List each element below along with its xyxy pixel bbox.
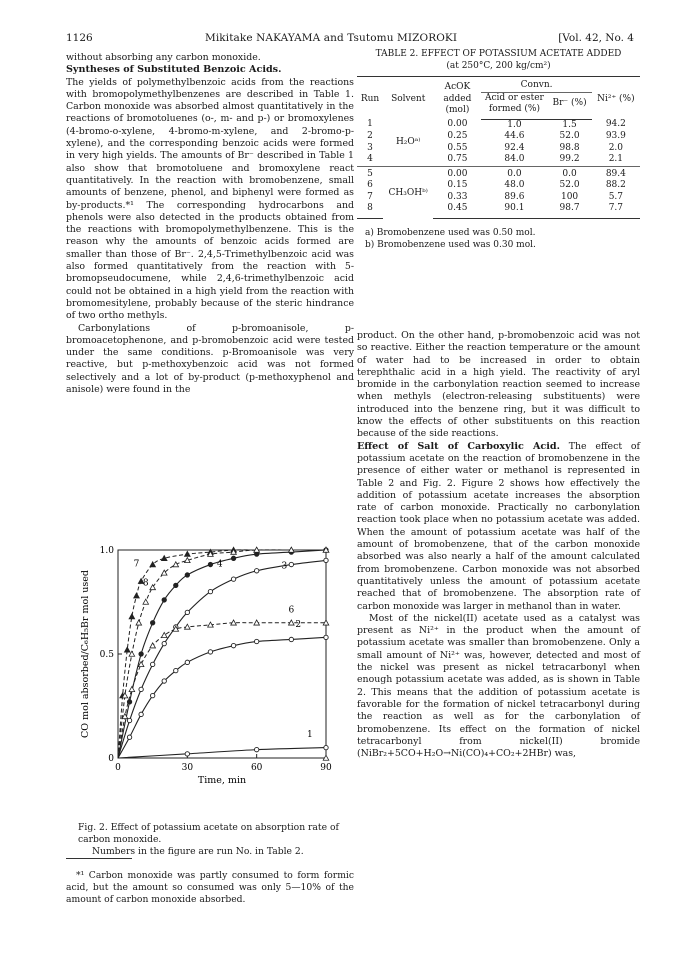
- paragraph-body: The effect of potassium acetate on the reaction of bromobenzene in the presence of either water or methanol is represented in Table 2 and Fig. 2. Figure 2 shows how effectively the addition of potassium acetate increases the absorption rate of carbon monoxide. Practically no carbonylation reaction took place when no potassium acetate was added. When the amount of potassium acetate was half of the amount of bromobenzene, that of the carbon monoxide absorbed was also nearly a half of the amount calculated from bromobenzene. Carbon monoxide was not absorbed quantitatively unless the amount of potassium acetate reached that of bromobenzene. The absorption rate of carbon monoxide was larger in methanol than in water.: [357, 440, 640, 612]
- series-7-point: [124, 647, 130, 652]
- series-2-point: [254, 639, 258, 643]
- series-8-point: [150, 585, 156, 590]
- cell-ni: 89.4: [592, 166, 640, 180]
- series-1-point: [185, 752, 189, 756]
- left-column: [66, 52, 354, 396]
- cell-acid: 89.6: [504, 191, 525, 202]
- cell-run: 5: [357, 166, 383, 180]
- series-6-point: [185, 624, 191, 629]
- x-tick-label: 30: [181, 763, 194, 773]
- series-4-point: [139, 652, 143, 656]
- series-1-point: [324, 745, 328, 749]
- col-header-run: Run: [357, 77, 383, 120]
- running-head-authors: Mikitake NAKAYAMA and Tsutomu MIZOROKI: [205, 32, 458, 44]
- cell-ni: 93.9: [605, 131, 626, 141]
- series-4-point: [185, 573, 189, 577]
- series-1-line: [118, 748, 326, 758]
- cell-acok: 0.75: [447, 154, 468, 164]
- table-row: [357, 119, 640, 131]
- x-axis-label: Time, min: [197, 775, 247, 786]
- series-7-line: [118, 550, 326, 758]
- run-number-label: 1: [306, 730, 313, 741]
- series-8-line: [118, 550, 326, 758]
- series-2-point: [231, 643, 235, 647]
- cell-run: 3: [367, 142, 373, 153]
- series-2-point: [324, 635, 328, 639]
- table-body: [357, 119, 640, 218]
- y-tick-label: 1.0: [99, 546, 114, 556]
- run-number-label: 3: [281, 561, 288, 572]
- series-2-point: [150, 693, 154, 697]
- figure-caption-title: Fig. 2. Effect of potassium acetate on absorption rate of carbon monoxide.: [78, 822, 339, 845]
- y-tick-label: 0.5: [99, 650, 114, 660]
- cell-acok: 0.55: [447, 142, 468, 153]
- cell-acid: 48.0: [504, 180, 525, 190]
- col-header-ni: Ni²⁺ (%): [592, 77, 640, 120]
- paragraph: Most of the nickel(II) acetate used as a catalyst was present as Ni²⁺ in the product when the amount of potassium acetate was smaller than bromobenzene. Only a small amount of Ni²⁺ was, however, detected and most of the nickel was present as nickel tetracarbonyl when enough potassium acetate was added, as is shown in Table 2. This means that the addition of potassium acetate is favorable for the formation of nickel tetracarbonyl during the reaction as well as for the carbonylation of bromobenzene. Its effect on the formation of nickel tetracarbonyl from nickel(II) bromide (NiBr₂+5CO+H₂O→Ni(CO)₄+CO₂+2HBr) was,: [357, 612, 640, 760]
- cell-acid: 84.0: [504, 154, 525, 164]
- series-3-line: [118, 560, 326, 758]
- run-number-label: 8: [142, 578, 149, 589]
- series-3-point: [185, 610, 189, 614]
- series-8-point: [143, 599, 149, 604]
- figure-caption: [78, 822, 350, 858]
- x-tick-label: 0: [115, 763, 121, 773]
- cell-br: 98.8: [559, 142, 580, 153]
- series-4-point: [231, 556, 235, 560]
- cell-acok: 0.00: [447, 119, 468, 130]
- series-3-point: [324, 558, 328, 562]
- series-3-point: [162, 641, 166, 645]
- series-4-point: [208, 562, 212, 566]
- series-8-point: [136, 620, 142, 625]
- cell-ni: 5.7: [608, 191, 624, 202]
- cell-run: 4: [367, 154, 373, 164]
- cell-solvent: CH₃OHᵇ⁾: [383, 166, 433, 218]
- series-4-point: [150, 621, 154, 625]
- page-number: 1126: [66, 32, 93, 44]
- series-2-point: [127, 735, 131, 739]
- cell-acid: 92.4: [504, 142, 525, 153]
- cell-br: 1.5: [562, 119, 577, 130]
- cell-run: 8: [357, 203, 383, 218]
- cell-acok: 0.15: [447, 180, 468, 190]
- cell-ni: 94.2: [605, 119, 626, 130]
- cell-acok: 0.45: [433, 203, 481, 218]
- table-note: b) Bromobenzene used was 0.30 mol.: [365, 239, 536, 250]
- col-header-br: Br⁻ (%): [547, 92, 591, 119]
- figure-caption-note: Numbers in the figure are run No. in Table 2.: [92, 846, 304, 857]
- series-7-point: [134, 593, 140, 598]
- series-4-point: [174, 583, 178, 587]
- cell-run: 6: [367, 180, 373, 190]
- series-2-point: [162, 679, 166, 683]
- series-6-line: [118, 623, 326, 758]
- series-3-point: [289, 562, 293, 566]
- cell-acid: 44.6: [504, 131, 525, 141]
- table-caption: TABLE 2. EFFECT OF POTASSIUM ACETATE ADDED: [375, 49, 622, 59]
- series-6-point: [150, 643, 156, 648]
- cell-acid: 1.0: [507, 119, 522, 130]
- table-caption-conditions: (at 250°C, 200 kg/cm²): [446, 61, 551, 71]
- paragraph: product. On the other hand, p-bromobenzoic acid was not so reactive. Either the reaction temperature or the amount of water had to be increased in order to obtain terephthalic acid in a high yield. The reactivity of aryl bromide in the carbonylation reaction seemed to increase when methyls (electron-releasing substituents) were introduced into the benzene ring, but it was difficult to know the effects of other substituents on this reaction because of the side reactions.: [357, 330, 640, 440]
- series-3-point: [150, 662, 154, 666]
- series-4-line: [118, 550, 326, 758]
- running-head-volume: [Vol. 42, No. 4: [558, 32, 634, 44]
- section-heading: Effect of Salt of Carboxylic Acid.: [357, 440, 560, 452]
- cell-ni: 7.7: [592, 203, 640, 218]
- cell-acok: 0.00: [433, 166, 481, 180]
- paragraph: without absorbing any carbon monoxide.: [66, 52, 261, 63]
- series-3-point: [139, 687, 143, 691]
- series-6-point: [129, 687, 135, 692]
- col-header-solvent: Solvent: [383, 77, 433, 120]
- run-number-label: 7: [133, 559, 140, 570]
- figure-2-chart: [66, 528, 354, 798]
- series-2-point: [185, 660, 189, 664]
- cell-run: 7: [367, 191, 373, 202]
- series-2-point: [289, 637, 293, 641]
- series-2-line: [118, 637, 326, 758]
- section-heading: Syntheses of Substituted Benzoic Acids.: [66, 64, 282, 76]
- paragraph: The yields of polymethylbenzoic acids from the reactions with bromopolymethylbenzenes are described in Table 1. Carbon monoxide was absorbed almost quantitatively in the reactions of bromotoluenes (o-, m- and p-) or bromoxylenes (4-bromo-o-xylene, 4-bromo-m-xylene, and 2-bromo-p-xylene), and the corresponding benzoic acids were formed in very high yields. The amounts of Br⁻ described in Table 1 also show that bromotoluene and bromoxylene react quantitatively. In the reaction with bromobenzene, small amounts of benzene, phenol, and biphenyl were formed as by-products.*¹ The corresponding hydrocarbons and phenols were also detected in the products obtained from the reactions with bromopolymethylbenzene. This is the reason why the amounts of benzoic acids formed are smaller than those of Br⁻. 2,4,5-Trimethylbenzoic acid was also formed quantitatively from the reaction with 5-bromopseudocumene, while 2,4,6-trimethylbenzoic acid could not be obtained in a high yield from the reaction with bromomesitylene, probably because of the steric hindrance of two ortho methyls.: [66, 76, 354, 322]
- cell-ni: 2.1: [608, 154, 624, 164]
- cell-ni: 2.0: [608, 142, 624, 153]
- series-6-point: [161, 632, 167, 637]
- footnote-rule: [66, 858, 132, 859]
- series-1-point: [254, 747, 258, 751]
- run-number-label: 6: [288, 605, 295, 616]
- cell-acok: 0.25: [447, 131, 468, 141]
- series-2-point: [174, 668, 178, 672]
- series-4-point: [162, 598, 166, 602]
- series-2-point: [139, 712, 143, 716]
- cell-acid: 0.0: [481, 166, 547, 180]
- cell-br: 0.0: [547, 166, 591, 180]
- series-7-point: [129, 614, 135, 619]
- series-3-point: [254, 569, 258, 573]
- cell-br: 100: [560, 191, 579, 202]
- series-8-point: [173, 562, 179, 567]
- y-tick-label: 0: [108, 754, 114, 764]
- cell-acok: 0.33: [447, 191, 468, 202]
- series-3-point: [231, 577, 235, 581]
- series-3-point: [208, 589, 212, 593]
- cell-br: 98.7: [547, 203, 591, 218]
- col-header-acok: AcOK added (mol): [433, 77, 481, 120]
- cell-br: 52.0: [559, 180, 580, 190]
- col-header-acid: Acid or ester formed (%): [481, 92, 547, 119]
- data-table: [357, 76, 640, 219]
- paragraph: Carbonylations of p-bromoanisole, p-bromoacetophenone, and p-bromobenzoic acid were tested under the same conditions. p-Bromoanisole was very reactive, but p-methoxybenzoic acid was not formed selectively and a lot of by-product (p-methoxyphenol and anisole) were found in the: [66, 322, 354, 396]
- cell-solvent: H₂Oᵃ⁾: [395, 136, 421, 147]
- plot-frame: [118, 550, 326, 758]
- run-number-label: 4: [216, 559, 223, 570]
- run-number-label: 2: [295, 619, 302, 630]
- cell-br: 52.0: [559, 131, 580, 141]
- col-header-convn: Convn.: [481, 77, 591, 93]
- cell-br: 99.2: [559, 154, 580, 164]
- x-tick-label: 90: [320, 763, 332, 773]
- table-note: a) Bromobenzene used was 0.50 mol.: [365, 227, 536, 238]
- cell-ni: 88.2: [605, 180, 626, 190]
- cell-acid: 90.1: [481, 203, 547, 218]
- table-2: [357, 48, 640, 251]
- x-tick-label: 60: [250, 763, 263, 773]
- cell-run: 1: [367, 119, 373, 130]
- table-row: [357, 166, 640, 180]
- right-column: [357, 330, 640, 760]
- y-axis-label: CO mol absorbed/C₆H₅Br mol used: [80, 570, 91, 738]
- footnote: *¹ Carbon monoxide was partly consumed to form formic acid, but the amount so consumed was only 5—10% of the amount of carbon monoxide absorbed.: [66, 870, 354, 905]
- series-2-point: [208, 650, 212, 654]
- cell-run: 2: [367, 131, 373, 141]
